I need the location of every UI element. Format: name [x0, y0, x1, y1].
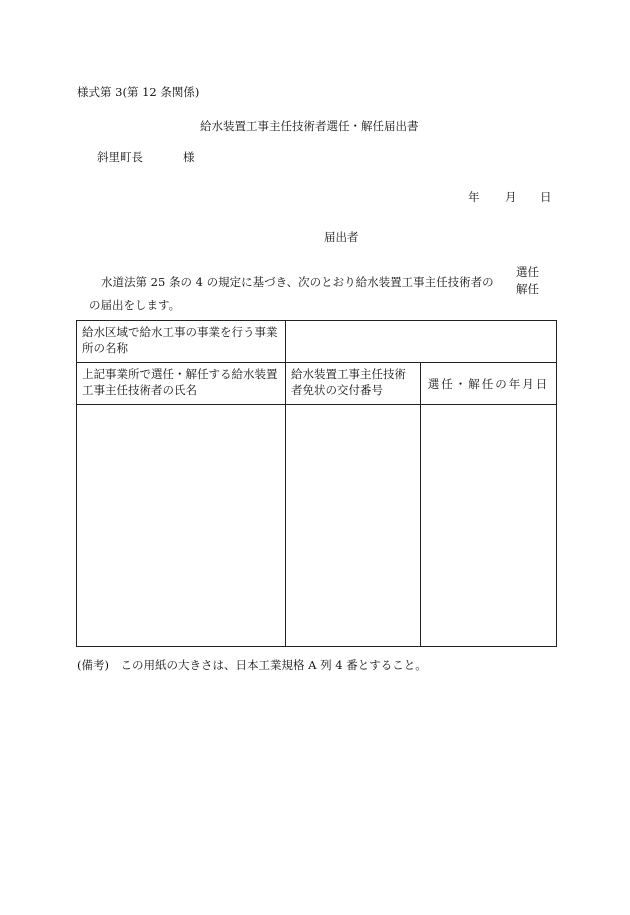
- office-name-label: 給水区域で給水工事の事業を行う事業所の名称: [82, 325, 278, 355]
- remarks-note: (備考) この用紙の大きさは、日本工業規格 A 列 4 番とすること。: [77, 658, 427, 672]
- date-header: 選任・解任の年月日: [427, 376, 550, 391]
- technician-name-field[interactable]: [77, 405, 286, 647]
- office-name-label-cell: [77, 321, 286, 363]
- date-header-cell: [421, 363, 557, 405]
- technician-name-header-cell: [77, 363, 286, 405]
- date-field[interactable]: [421, 405, 557, 647]
- addressee-honorific: 様: [183, 150, 195, 164]
- technician-name-header: 上記事業所で選任・解任する給水装置工事主任技術者の氏名: [82, 367, 278, 397]
- notification-form-table: [76, 320, 557, 647]
- date-year-label: 年: [468, 190, 480, 204]
- body-text-line1: 水道法第 25 条の 4 の規定に基づき、次のとおり給水装置工事主任技術者の: [101, 275, 494, 289]
- license-number-header: 給水装置工事主任技術者免状の交付番号: [291, 367, 406, 397]
- addressee-name: 斜里町長: [97, 150, 143, 164]
- choice-dismiss: 解任: [516, 282, 539, 296]
- date-month-label: 月: [505, 190, 517, 204]
- date-day-label: 日: [540, 190, 552, 204]
- choice-appoint: 選任: [516, 265, 539, 279]
- office-name-field[interactable]: [286, 321, 557, 363]
- form-number: 様式第 3(第 12 条関係): [77, 85, 200, 99]
- body-text-line2: の届出をします。: [89, 298, 181, 312]
- table-row: [77, 405, 557, 647]
- notifier-label: 届出者: [324, 230, 359, 244]
- table-row: [77, 321, 557, 363]
- license-number-header-cell: [286, 363, 421, 405]
- document-title: 給水装置工事主任技術者選任・解任届出書: [200, 119, 419, 133]
- license-number-field[interactable]: [286, 405, 421, 647]
- table-row: [77, 363, 557, 405]
